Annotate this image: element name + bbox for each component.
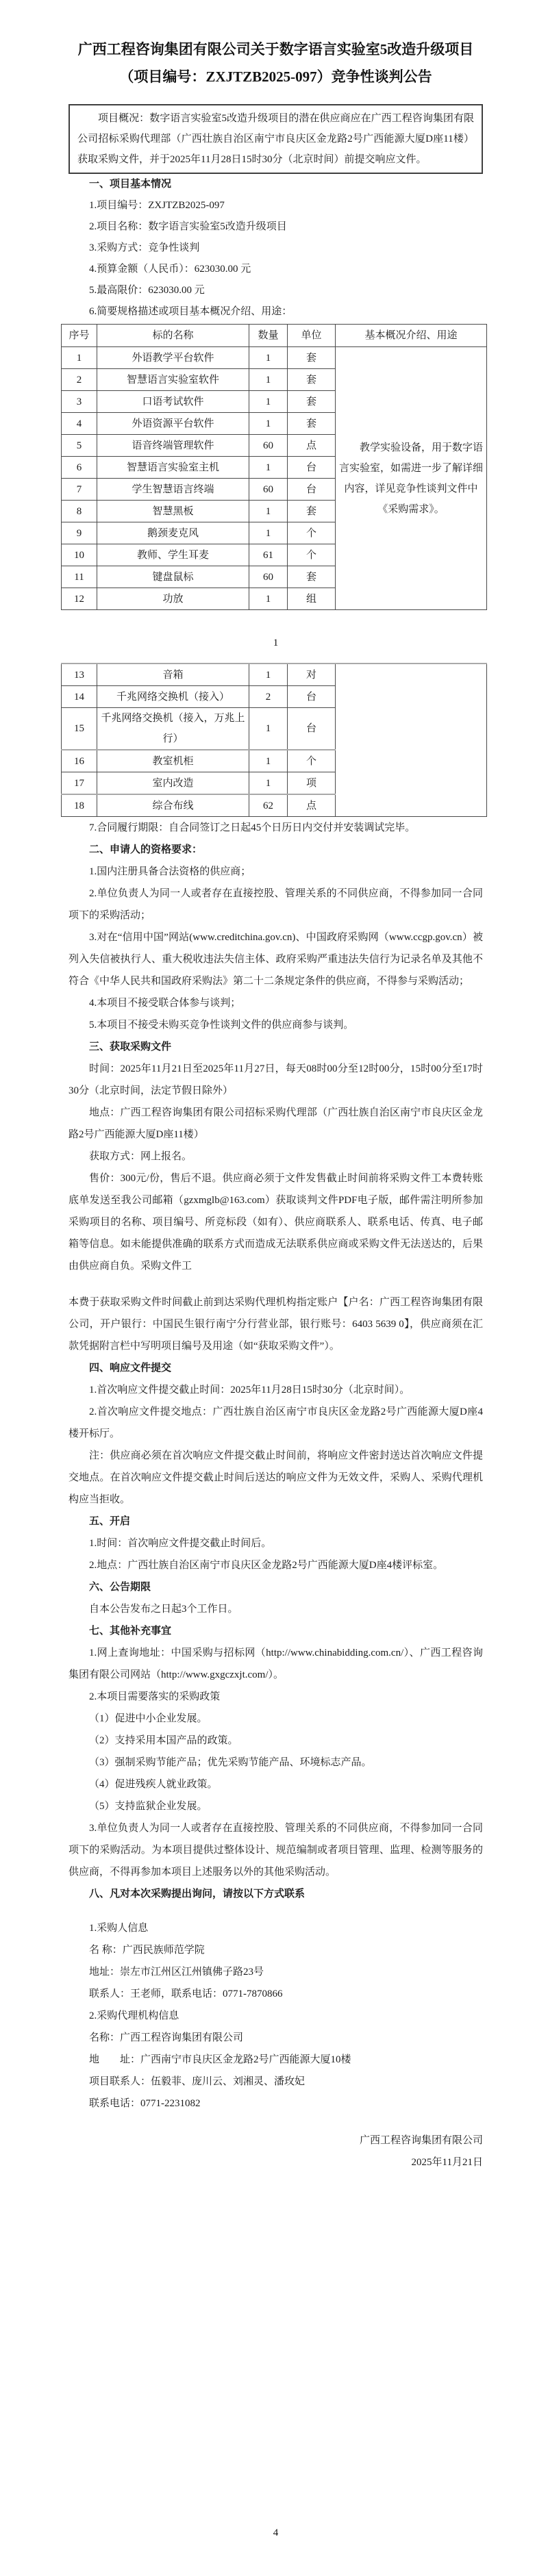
item-serial: 10 bbox=[62, 544, 97, 566]
project-overview-box bbox=[68, 104, 483, 174]
page3-paragraphs bbox=[68, 1291, 483, 1905]
item-serial: 8 bbox=[62, 501, 97, 522]
item-quantity: 60 bbox=[249, 566, 288, 588]
item-serial: 17 bbox=[62, 772, 97, 795]
page-number-4: 4 bbox=[273, 2527, 279, 2538]
item-name: 智慧黑板 bbox=[97, 501, 249, 522]
empty-description-merged-cell bbox=[336, 664, 487, 817]
body-paragraph: （5）支持监狱企业发展。 bbox=[89, 1801, 208, 1812]
item-name: 教室机柜 bbox=[97, 750, 249, 772]
item-name: 键盘鼠标 bbox=[97, 566, 249, 588]
body-paragraph: 1.网上查询地址：中国采购与招标网（http://www.chinabidding.com.cn/）、广西工程咨询集团有限公司网站（http://www.gxgczxjt.com/）。 bbox=[68, 1647, 483, 1680]
section-heading: 六、公告期限 bbox=[89, 1582, 151, 1593]
item-quantity: 1 bbox=[249, 664, 288, 686]
item-unit: 个 bbox=[288, 522, 336, 544]
goods-table-part2 bbox=[61, 663, 487, 817]
body-paragraph: 4.预算金额（人民币）：623030.00 元 bbox=[89, 264, 251, 275]
item-unit: 套 bbox=[288, 347, 336, 369]
item-quantity: 1 bbox=[249, 708, 288, 750]
item-name: 教师、学生耳麦 bbox=[97, 544, 249, 566]
signature-block bbox=[68, 2130, 483, 2173]
item-serial: 5 bbox=[62, 435, 97, 457]
item-quantity: 1 bbox=[249, 522, 288, 544]
table-row bbox=[62, 347, 487, 369]
body-paragraph: 本费于获取采购文件时间截止前到达采购代理机构指定账户【户名：广西工程咨询集团有限公司，开户银行：中国民生银行南宁分行营业部，银行账号：6403 5639 0】，供应商须在汇款凭据附言栏中写明项目编号及用途（如“获取采购文件”）。 bbox=[68, 1297, 483, 1352]
item-name: 语音终端管理软件 bbox=[97, 435, 249, 457]
body-paragraph: 名称：广西工程咨询集团有限公司 bbox=[89, 2032, 244, 2043]
item-quantity: 1 bbox=[249, 750, 288, 772]
item-unit: 个 bbox=[288, 750, 336, 772]
page4-paragraphs bbox=[68, 1917, 483, 2114]
body-paragraph: 获取方式：网上报名。 bbox=[89, 1151, 192, 1162]
body-paragraph: 项目联系人：伍毅菲、庞川云、刘湘灵、潘玫妃 bbox=[89, 2076, 306, 2087]
body-paragraph: 1.采购人信息 bbox=[89, 1923, 149, 1934]
item-name: 口语考试软件 bbox=[97, 391, 249, 413]
body-paragraph: 6.简要规格描述或项目基本概况介绍、用途： bbox=[89, 306, 292, 317]
item-name: 外语教学平台软件 bbox=[97, 347, 249, 369]
body-paragraph: 名 称：广西民族师范学院 bbox=[89, 1945, 205, 1956]
item-serial: 4 bbox=[62, 413, 97, 435]
item-quantity: 60 bbox=[249, 435, 288, 457]
item-unit: 对 bbox=[288, 664, 336, 686]
body-paragraph: 2.地点：广西壮族自治区南宁市良庆区金龙路2号广西能源大厦D座4楼评标室。 bbox=[89, 1560, 444, 1571]
item-quantity: 61 bbox=[249, 544, 288, 566]
item-quantity: 1 bbox=[249, 413, 288, 435]
item-serial: 3 bbox=[62, 391, 97, 413]
item-unit: 套 bbox=[288, 501, 336, 522]
item-unit: 套 bbox=[288, 391, 336, 413]
item-name: 综合布线 bbox=[97, 794, 249, 817]
doc-title-line-2: （项目编号：ZXJTZB2025-097）竞争性谈判公告 bbox=[119, 68, 432, 85]
body-paragraph: 1.国内注册具备合法资格的供应商； bbox=[89, 866, 251, 877]
item-quantity: 60 bbox=[249, 479, 288, 501]
item-unit: 组 bbox=[288, 588, 336, 610]
goods-table-part1 bbox=[61, 324, 487, 610]
col-header-description: 基本概况介绍、用途 bbox=[336, 325, 487, 347]
item-serial: 18 bbox=[62, 794, 97, 817]
item-name: 鹅颈麦克风 bbox=[97, 522, 249, 544]
item-name: 外语资源平台软件 bbox=[97, 413, 249, 435]
table-row bbox=[62, 664, 487, 686]
col-header-serial: 序号 bbox=[62, 325, 97, 347]
item-quantity: 1 bbox=[249, 347, 288, 369]
page-1 bbox=[0, 0, 548, 658]
item-unit: 项 bbox=[288, 772, 336, 795]
body-paragraph: 地 址：广西南宁市良庆区金龙路2号广西能源大厦10楼 bbox=[89, 2054, 351, 2065]
item-name: 音箱 bbox=[97, 664, 249, 686]
section-heading: 三、获取采购文件 bbox=[89, 1041, 172, 1052]
signature-company: 广西工程咨询集团有限公司 bbox=[359, 2135, 483, 2146]
section-heading: 七、其他补充事宜 bbox=[89, 1626, 172, 1637]
item-serial: 14 bbox=[62, 686, 97, 708]
item-serial: 7 bbox=[62, 479, 97, 501]
section-heading: 二、申请人的资格要求： bbox=[89, 844, 203, 855]
body-paragraph: 地点：广西工程咨询集团有限公司招标采购代理部（广西壮族自治区南宁市良庆区金龙路2号广西能源大厦D座11楼） bbox=[68, 1107, 483, 1140]
body-paragraph: 3.对在“信用中国”网站(www.creditchina.gov.cn)、中国政府采购网（www.ccgp.gov.cn）被列入失信被执行人、重大税收违法失信主体、政府采购严重违法失信行为记录名单及其他不符合《中华人民共和国政府采购法》第二十二条规定条件的供应商，不得参与采购活动； bbox=[68, 932, 483, 987]
item-unit: 套 bbox=[288, 413, 336, 435]
item-serial: 9 bbox=[62, 522, 97, 544]
item-serial: 11 bbox=[62, 566, 97, 588]
body-paragraph: 2.项目名称：数字语言实验室5改造升级项目 bbox=[89, 221, 287, 232]
item-unit: 台 bbox=[288, 708, 336, 750]
item-quantity: 1 bbox=[249, 772, 288, 795]
item-unit: 台 bbox=[288, 686, 336, 708]
item-name: 功放 bbox=[97, 588, 249, 610]
item-quantity: 1 bbox=[249, 501, 288, 522]
body-paragraph: 3.单位负责人为同一人或者存在直接控股、管理关系的不同供应商，不得参加同一合同项下的采购活动。为本项目提供过整体设计、规范编制或者项目管理、监理、检测等服务的供应商，不得再参加本项目上述服务以外的其他采购活动。 bbox=[68, 1823, 483, 1878]
body-paragraph: （3）强制采购节能产品；优先采购节能产品、环境标志产品。 bbox=[89, 1757, 372, 1768]
goods-table-header-row bbox=[62, 325, 487, 347]
item-name: 千兆网络交换机（接入） bbox=[97, 686, 249, 708]
project-overview-text: 项目概况：数字语言实验室5改造升级项目的潜在供应商应在广西工程咨询集团有限公司招标采购代理部（广西壮族自治区南宁市良庆区金龙路2号广西能源大厦D座11楼）获取采购文件，并于2025年11月28日15时30分（北京时间）前提交响应文件。 bbox=[77, 113, 474, 165]
item-unit: 台 bbox=[288, 457, 336, 479]
page-3 bbox=[0, 1288, 548, 1911]
page-4 bbox=[0, 1911, 548, 2576]
item-name: 智慧语言实验室软件 bbox=[97, 369, 249, 391]
body-paragraph: 2.单位负责人为同一人或者存在直接控股、管理关系的不同供应商，不得参加同一合同项下的采购活动； bbox=[68, 888, 483, 921]
page-number-1: 1 bbox=[273, 637, 279, 648]
page-2 bbox=[0, 658, 548, 1288]
body-paragraph: 联系人：王老师，联系电话：0771-7870866 bbox=[89, 1988, 283, 1999]
col-header-quantity: 数量 bbox=[249, 325, 288, 347]
section-heading: 四、响应文件提交 bbox=[89, 1363, 172, 1374]
page2-paragraphs bbox=[68, 817, 483, 1277]
item-serial: 16 bbox=[62, 750, 97, 772]
item-serial: 6 bbox=[62, 457, 97, 479]
item-name: 学生智慧语言终端 bbox=[97, 479, 249, 501]
body-paragraph: （1）促进中小企业发展。 bbox=[89, 1713, 208, 1724]
section-heading: 八、凡对本次采购提出询问，请按以下方式联系 bbox=[89, 1889, 306, 1899]
body-paragraph: （4）促进残疾人就业政策。 bbox=[89, 1779, 218, 1790]
body-paragraph: 4.本项目不接受联合体参与谈判； bbox=[89, 998, 241, 1009]
item-quantity: 1 bbox=[249, 369, 288, 391]
item-quantity: 1 bbox=[249, 457, 288, 479]
signature-date: 2025年11月21日 bbox=[411, 2157, 483, 2168]
doc-title-line-1: 广西工程咨询集团有限公司关于数字语言实验室5改造升级项目 bbox=[77, 41, 474, 58]
item-quantity: 62 bbox=[249, 794, 288, 817]
item-name: 室内改造 bbox=[97, 772, 249, 795]
col-header-unit: 单位 bbox=[288, 325, 336, 347]
item-quantity: 1 bbox=[249, 391, 288, 413]
page1-paragraphs bbox=[68, 174, 483, 323]
body-paragraph: 时间：2025年11月21日至2025年11月27日，每天08时00分至12时00分，15时00分至17时30分（北京时间，法定节假日除外） bbox=[68, 1063, 483, 1096]
body-paragraph: 自本公告发布之日起3个工作日。 bbox=[89, 1604, 238, 1615]
item-unit: 套 bbox=[288, 566, 336, 588]
body-paragraph: 联系电话：0771-2231082 bbox=[89, 2098, 201, 2109]
body-paragraph: 1.时间：首次响应文件提交截止时间后。 bbox=[89, 1538, 272, 1549]
item-serial: 12 bbox=[62, 588, 97, 610]
body-paragraph: 2.采购代理机构信息 bbox=[89, 2010, 179, 2021]
item-serial: 1 bbox=[62, 347, 97, 369]
item-serial: 13 bbox=[62, 664, 97, 686]
body-paragraph: 2.本项目需要落实的采购政策 bbox=[89, 1691, 221, 1702]
item-quantity: 1 bbox=[249, 588, 288, 610]
item-serial: 15 bbox=[62, 708, 97, 750]
item-serial: 2 bbox=[62, 369, 97, 391]
item-quantity: 2 bbox=[249, 686, 288, 708]
item-name: 智慧语言实验室主机 bbox=[97, 457, 249, 479]
item-unit: 台 bbox=[288, 479, 336, 501]
col-header-item-name: 标的名称 bbox=[97, 325, 249, 347]
item-unit: 点 bbox=[288, 794, 336, 817]
item-description-merged-cell: 教学实验设备，用于数字语言实验室，如需进一步了解详细内容，详见竞争性谈判文件中《采购需求》。 bbox=[336, 347, 487, 610]
body-paragraph: 3.采购方式：竞争性谈判 bbox=[89, 242, 200, 253]
item-unit: 点 bbox=[288, 435, 336, 457]
body-paragraph: 1.项目编号：ZXJTZB2025-097 bbox=[89, 200, 225, 211]
body-paragraph: （2）支持采用本国产品的政策。 bbox=[89, 1735, 238, 1746]
body-paragraph: 地址：崇左市江州区江州镇佛子路23号 bbox=[89, 1967, 264, 1978]
item-name: 千兆网络交换机（接入，万兆上行） bbox=[97, 708, 249, 750]
body-paragraph: 售价：300元/份，售后不退。供应商必须于文件发售截止时间前将采购文件工本费转账底单发送至我公司邮箱（gzxmglb@163.com）获取谈判文件PDF电子版，邮件需注明所参加采购项目的名称、项目编号、所竞标段（如有）、供应商联系人、联系电话、传真、电子邮箱等信息。如未能提供准确的联系方式而造成无法联系供应商或采购文件无法送达的，后果由供应商自负。采购文件工 bbox=[68, 1173, 483, 1272]
section-heading: 一、项目基本情况 bbox=[89, 179, 172, 190]
section-heading: 五、开启 bbox=[89, 1516, 131, 1527]
item-unit: 套 bbox=[288, 369, 336, 391]
body-paragraph: 2.首次响应文件提交地点：广西壮族自治区南宁市良庆区金龙路2号广西能源大厦D座4楼开标厅。 bbox=[68, 1406, 483, 1439]
body-paragraph: 5.本项目不接受未购买竞争性谈判文件的供应商参与谈判。 bbox=[89, 1020, 354, 1031]
body-paragraph: 5.最高限价：623030.00 元 bbox=[89, 285, 205, 296]
body-paragraph: 1.首次响应文件提交截止时间：2025年11月28日15时30分（北京时间）。 bbox=[89, 1385, 410, 1396]
body-paragraph: 7.合同履行期限：自合同签订之日起45个日历日内交付并安装调试完毕。 bbox=[89, 822, 416, 833]
item-unit: 个 bbox=[288, 544, 336, 566]
body-paragraph: 注：供应商必须在首次响应文件提交截止时间前，将响应文件密封送达首次响应文件提交地点。在首次响应文件提交截止时间后送达的响应文件为无效文件，采购人、采购代理机构应当拒收。 bbox=[68, 1450, 483, 1505]
